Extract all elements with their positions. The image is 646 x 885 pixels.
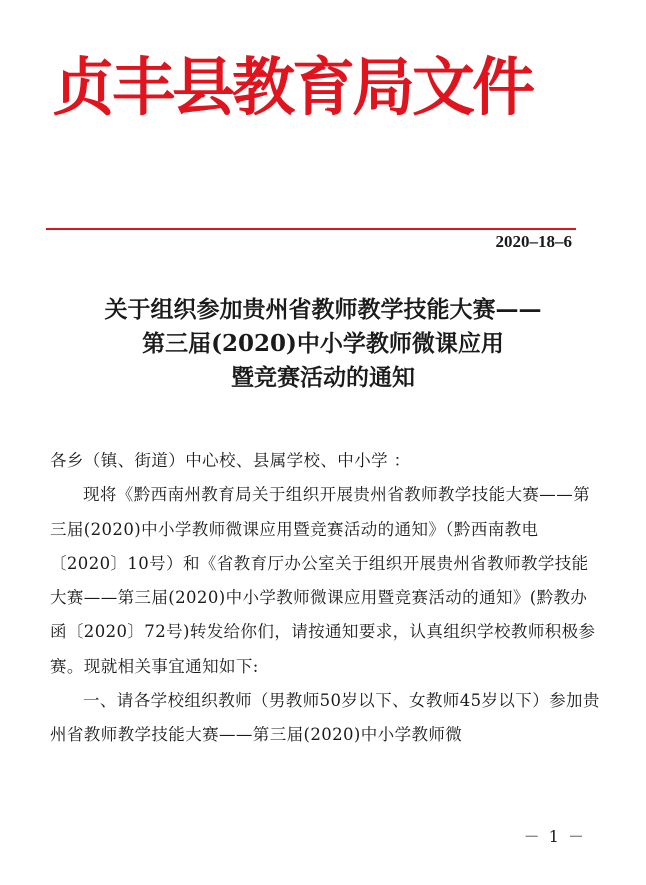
title-line-2: 第三届(2020)中小学教师微课应用 [142,330,504,357]
title-line-3: 暨竞赛活动的通知 [231,364,415,391]
paragraph-1: 现将《黔西南州教育局关于组织开展贵州省教师教学技能大赛——第三届(2020)中小学教师微课应用暨竞赛活动的通知》（黔西南教电〔2020〕10号）和《省教育厅办公室关于组织开展贵州省教师教学技能大赛——第三届(2020)中小学教师微课应用暨竞赛活动的通知》(黔教办函〔2020〕72号)转发给你们，请按通知要求，认真组织学校教师积极参赛。现就相关事宜通知如下: [50,485,596,676]
document-body [50,444,600,753]
masthead-title: 贞丰县教育局文件 [52,51,532,124]
red-divider-line [46,228,576,230]
title-line-1: 关于组织参加贵州省教师教学技能大赛—— [104,296,542,323]
document-title [40,293,606,395]
document-date: 2020–18–6 [495,232,572,251]
paragraph-2: 一、请各学校组织教师（男教师50岁以下、女教师45岁以下）参加贵州省教师教学技能大赛——第三届(2020)中小学教师微 [50,691,600,745]
salutation: 各乡（镇、街道）中心校、县属学校、中小学 ： [50,451,411,470]
page-number: － 1 － [523,827,586,846]
